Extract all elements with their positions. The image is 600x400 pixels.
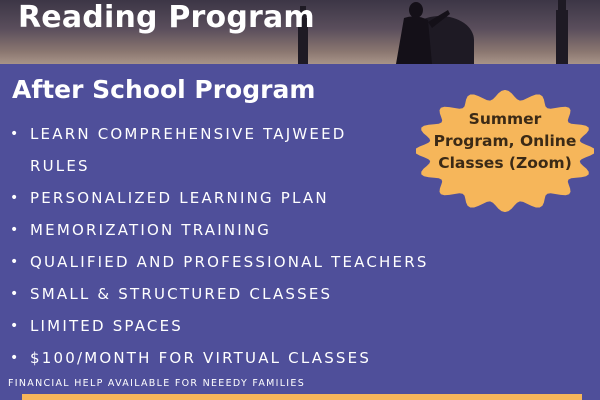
list-item-text: RULES (30, 157, 90, 175)
list-item (10, 150, 480, 182)
list-item-text: $100/MONTH FOR VIRTUAL CLASSES (30, 349, 372, 367)
bullet-icon: • (10, 350, 19, 366)
list-item (10, 342, 480, 374)
list-item (10, 214, 480, 246)
bullet-icon: • (10, 126, 19, 142)
bullet-icon: • (10, 286, 19, 302)
list-item (10, 118, 480, 150)
feature-list (10, 118, 480, 374)
list-item (10, 278, 480, 310)
financial-help-note: FINANCIAL HELP AVAILABLE FOR NEEEDY FAMILIES (8, 378, 306, 389)
list-item-text: PERSONALIZED LEARNING PLAN (30, 189, 329, 207)
page-title: Reading Program (18, 0, 315, 35)
bullet-icon: • (10, 190, 19, 206)
hero-banner (0, 0, 600, 64)
list-item-text: LEARN COMPREHENSIVE TAJWEED (30, 125, 347, 143)
list-item (10, 310, 480, 342)
summer-program-badge (416, 90, 594, 212)
badge-text (416, 108, 594, 174)
badge-line: Classes (Zoom) (438, 154, 572, 172)
bullet-icon: • (10, 222, 19, 238)
bottom-strip (22, 394, 582, 400)
list-item-text: LIMITED SPACES (30, 317, 183, 335)
list-item (10, 246, 480, 278)
list-item-text: QUALIFIED AND PROFESSIONAL TEACHERS (30, 253, 429, 271)
badge-line: Summer (468, 110, 542, 128)
list-item-text: SMALL & STRUCTURED CLASSES (30, 285, 333, 303)
badge-line: Program, Online (433, 132, 577, 150)
section-title: After School Program (12, 75, 316, 104)
list-item-text: MEMORIZATION TRAINING (30, 221, 272, 239)
list-item (10, 182, 480, 214)
bullet-icon: • (10, 254, 19, 270)
bullet-icon: • (10, 318, 19, 334)
